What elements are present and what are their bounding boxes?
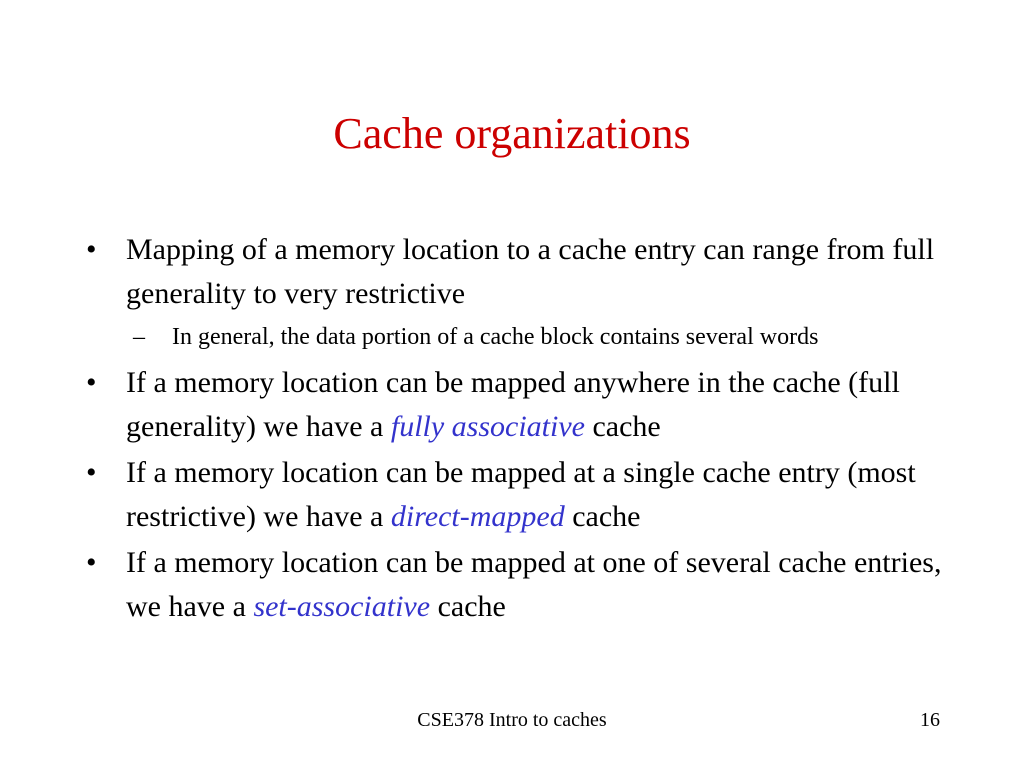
footer-course-title: CSE378 Intro to caches [417, 709, 607, 731]
bullet-marker: • [86, 456, 97, 489]
bullet-marker: • [86, 546, 97, 579]
bullet-text: If a memory location can be mapped anywhere in the cache (full generality) we have a [126, 366, 900, 443]
bullet-marker: • [86, 366, 97, 399]
bullet-item [86, 451, 966, 539]
bullet-list [86, 228, 966, 629]
bullet-text: If a memory location can be mapped at one of several cache entries, we have a [126, 546, 942, 623]
term-fully-associative: fully associative [390, 410, 585, 443]
bullet-item [86, 228, 966, 316]
term-set-associative: set-associative [253, 590, 431, 623]
sub-bullet-marker: – [133, 324, 145, 350]
bullet-text-tail: cache [430, 590, 506, 623]
bullet-item [86, 541, 966, 629]
bullet-text-tail: cache [584, 410, 661, 443]
bullet-text: Mapping of a memory location to a cache entry can range from full generality to very restrictive [126, 233, 935, 310]
slide-title: Cache organizations [333, 109, 691, 158]
bullet-item [86, 361, 966, 449]
footer-page-number: 16 [920, 709, 940, 731]
bullet-marker: • [86, 233, 97, 266]
bullet-text-tail: cache [564, 500, 641, 533]
bullet-text: If a memory location can be mapped at a single cache entry (most restrictive) we have a [126, 456, 916, 533]
sub-bullet-item [86, 319, 966, 355]
sub-bullet-text: In general, the data portion of a cache block contains several words [172, 324, 819, 350]
term-direct-mapped: direct-mapped [390, 500, 565, 533]
